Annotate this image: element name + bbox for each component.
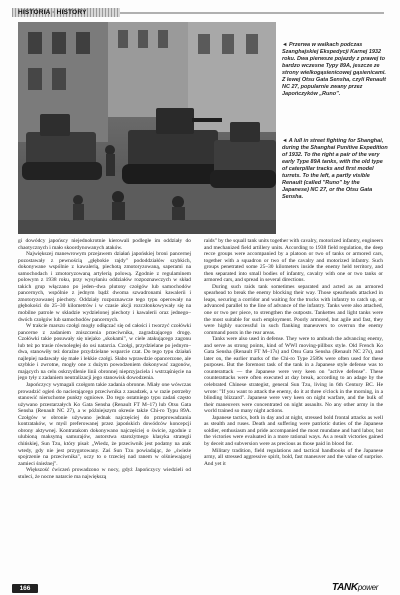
paragraph: W trakcie marszu czołgi mogły odłączać się od całości i tworzyć czołówki pancerne z zadaniem zniszczenia przeciwnika, zagradzającego drogę. Czołówki takie posuwały się niejako „skokami", w ciele atakującego zagonu lub też po trasie równoległej do osi natarcia. Czołgi, przydzielane po jednym–dwa, stanowiły też doraźne przydzielane wsparcie czat. Do tego typu działań najlepiej nadawały się małe i lekkie czołgi. Słabo wprawdzie opancerzone, ale szybkie i zwrotne, mogły one z dużym powodzeniem dokonywać zagonów, mających na celu oskrzydlenie linii obronnej nieprzyjaciela i wstrząśnięcie na jego tyły z zadaniem neutralizacji jego stanowisk dowodzenia. — [18, 323, 191, 382]
article-column-polish — [18, 238, 191, 582]
caption-polish: ◄ Przerwa w walkach podczas Szanghajskiej Ekspedycji Karnej 1932 roku. Dwa pierwsze pojazdy z prawej to bardzo wczesne Typy 89A, jeszcze ze strony wielkogąsienicowej gąsienicami. Z lewej Otsu Gata Sensha, czyli Renault NC 27, popularnie zwany przez Japończyków „Runo". — [282, 42, 386, 97]
paragraph: During such raids tank sometimes separated and acted as an armored spearhead to break the enemy blocking their way. Those spearheads attacked in leaps, securing a corridor and waiting for the trucks with infantry to catch up, or advanced parallel to the line of advance of the infantry. Tanks were also attached, one or two per piece, to strengthen the outposts. Tankettes and light tanks were the most suitable for such employment. Poorly armored, but agile and fast, they were highly successful in such flanking maneuvers to overrun the enemy command posts in the rear areas. — [204, 283, 383, 336]
magazine-logo — [332, 582, 378, 593]
paragraph: gi dowódcy japońscy niejednokrotnie kierowali podległe im oddziały do chaotycznych i mało skoordynowanych ataków. — [18, 238, 191, 251]
paragraph: Tanks were also used in defense. They were to ambush the advancing enemy, and serve as strong points, kind of WWI moving-pillbox style. Old French Ko Gata Sensha (Renault FT M–17s) and Otsu Gata Sensha (Renault NC 27s), and later on, the earlier marks of the Chi-ro Type 2589s were often used for these purposes. But the foremost task of the tank in a Japanese style defense was to counterattack — the Japanese were very keen on "active defense". These counterattacks were often executed at day break, according to an adage by the celebrated Chinese strategist, general Sun Tzu, living in 6th Century BC. He wrote: "If you want to attack the enemy, do it at three o'clock in the morning, in a blinding blizzard". Japanese were very keen on night warfare, and the bulk of their maneuvers were concentrated on night assaults. No any other army in the world trained so many night actions. — [204, 336, 383, 415]
section-tag: HISTORIA · HISTORY — [12, 8, 120, 17]
paragraph: Większość ćwiczeń prowadzono w nocy, gdyż Japończycy wiedzieli od stuleci, że nocne natarcie ma największą — [18, 467, 191, 480]
paragraph: Japończycy wymagali czołgom takie zadania obronne. Miały one wówczas prowadzić ogień do nacierającego przeciwnika z zasadzek, a w razie potrzeby stanowić nieruchome punkty ogniowe. Do tego ostatniego typu zadań często używano przestarzałych Ko Gata Sensha (Renault FT M–17) lub Otsu Gata Sensha (Renault NC 27), a w późniejszym okresie także Chi-ro Typu 89A. Czołgów w obronie używano jednak najczęściej do przeprowadzania kontrataków, w myśl preferowanej przez japońskich dowódców koncepcji obrony aktywnej. Kontratakom dokonywano najczęściej o świcie, zgodnie z ulubioną maksymą samurajów, autorstwa starożytnego klasyka strategii chińskiej, Sun Tzu, który pisał: „Wiedz, że przeciwnik jest podatny na atak wtedy, gdy nie jest przygotowany. Zaś Sun Tzu powiadając, że „świeże spojrzenie na przeciwnika", uczy to o trzeciej nad ranem w olśniewającej zamieci śnieżnej". — [18, 382, 191, 467]
article-column-english — [204, 238, 383, 582]
tank-street-photo — [18, 22, 276, 234]
paragraph: Military tradition, field regulations and tactical handbooks of the Japanese army, all stressed aggressive spirit, bold, fast maneuver and the value of surprise. And yet it — [204, 447, 383, 467]
page-number: 166 — [12, 584, 38, 593]
logo-sub: power — [357, 583, 379, 592]
header-rule — [120, 12, 384, 14]
paragraph: Największej manewrowym przejawem działań japońskiej broni pancernej pozostawały z pewnością „głębokie rajdy" pododdziałów szybkich, dokonywane wspólnie z kawalerią, piechotą zmotoryzowaną, saperami na samochodach i zmotoryzowaną artylerią polową. Zgodnie z regulaminem polowym z 1938 roku, przy wysyłaniu oddziałów rozpoznawczych w skład takich grup włączano po jeden–dwa plutony czołgów lub samochodów pancernych, wspólnie z jednym bądź dwoma szwadronami kawalerii i zmotoryzowanej piechoty. Oddziały rozpoznawcze tego typu operowały na głębokości do 25–30 kilometrów i w czasie akcji rozczłonkowywały się na mobilne patrole w składzie wydzielonej piechoty i kawalerii oraz jednego–dwóch czołgów lub samochodów pancernych. — [18, 251, 191, 323]
paragraph: Japanese tactics, both in day and at night, stressed bold frontal attacks as well as stealth and ruses. Death and suffering were patriotic duties of the Japanese soldier, enthusiasm and pride accompanied the most mundane and hard labor, but the victories were evaluated in a more rational ways. As a result victories gained by deceit and subversion were as precious as those paid in blood for. — [204, 414, 383, 447]
header-bar — [12, 8, 384, 17]
caption-english: ◄ A lull in street fighting for Shanghai, during the Shanghai Punitive Expedition of 1932. To the right a pair of the very early Type 89A tanks, with the old type of caterpillar tracks and first model turrets. To the left, a partly visible Renault (called "Runo" by the Japanese) NC 27, or the Otsu Gata Sensha. — [282, 138, 388, 200]
paragraph: raids" by the squall tank units together with cavalry, motorized infantry, engineers and mechanized field artillery units. According to 1938 field regulation, the deep recce groups were accompanied by a platoon or two of tanks or armored cars, together with a squadron or two of the cavalry and motorized infantry. Such groups penetrated some 25–30 kilometers inside the enemy held territory, and then separated into small bodies of infantry, cavalry with one or two tanks or armored cars, and spread in several directions. — [204, 238, 383, 284]
logo-main: TANK — [332, 582, 358, 593]
